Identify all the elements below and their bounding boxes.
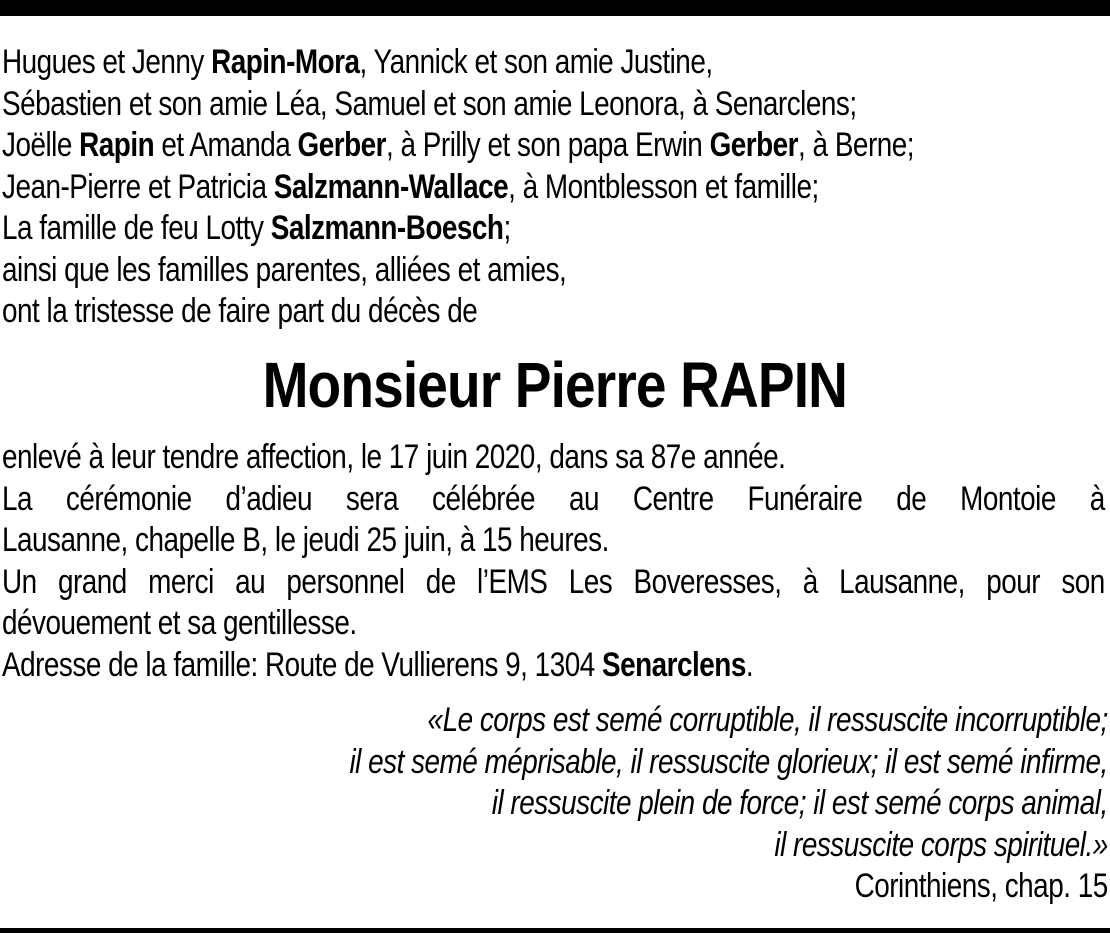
family-name-bold: Salzmann-Boesch [270,209,504,247]
justified-word: Les [568,562,613,601]
deceased-name: Monsieur Pierre RAPIN [262,349,848,421]
justified-word: Montoie [960,479,1056,518]
address-end: . [745,645,754,684]
family-line-3-text: , à Prilly et son papa Erwin [386,126,710,164]
family-line-2: Sébastien et son amie Léa, Samuel et son amie Leonora, à Senarclens; [2,84,857,123]
justified-word: Boveresses, [633,562,782,601]
bible-quote [183,700,1108,908]
quote-line: il ressuscite plein de force; il est semé corps animal, [492,784,1109,822]
family-line-3-text: et Amanda [154,126,298,164]
top-rule [0,0,1110,16]
justified-word: grand [57,562,127,601]
justified-word: à [1089,479,1105,518]
justified-word: Centre [632,479,714,518]
justified-word: au [568,479,599,518]
bottom-rule [0,928,1110,933]
thanks-line [2,562,1105,604]
family-line-1 [2,42,914,84]
family-list [2,42,914,333]
ceremony-line [2,479,1105,521]
family-line-4-rest: , à Montblesson et famille; [508,167,819,206]
family-name-bold: Gerber [297,126,387,164]
justified-word: La [2,479,33,518]
justified-word: d’adieu [225,479,313,518]
family-line-5 [2,208,914,250]
justified-word: Lausanne, [839,562,965,601]
justified-word: merci [148,562,214,601]
notice-details [2,437,1105,686]
quote-line: il ressuscite corps spirituel.» [774,825,1108,864]
address-text: Adresse de la famille: Route de Vullierens 9, 1304 [2,645,602,684]
quote-line: il est semé méprisable, il ressuscite glorieux; il est semé infirme, [349,742,1108,781]
family-line-4 [2,167,914,209]
justified-word: à [802,562,818,601]
justified-word: célébrée [432,479,536,518]
family-line-3-text: Joëlle [2,126,80,164]
family-address [2,645,1105,687]
quote-reference: Corinthiens, chap. 15 [854,867,1108,905]
justified-word: au [235,562,266,601]
address-town-bold: Senarclens [601,645,746,684]
family-name-bold: Salzmann-Wallace [273,167,509,206]
deceased-name-heading [0,349,1110,421]
details-line-1: enlevé à leur tendre affection, le 17 juin 2020, dans sa 87e année. [2,438,786,476]
family-line-3 [2,125,914,167]
quote-line: «Le corps est semé corruptible, il ressuscite incorruptible; [427,701,1108,739]
details-line-5: dévouement et sa gentillesse. [2,604,357,642]
family-line-3-text: , à Berne; [798,126,915,164]
justified-word: son [1061,562,1105,601]
family-line-1-rest: , Yannick et son amie Justine, [359,43,713,81]
justified-word: sera [345,479,399,518]
justified-word: personnel [286,562,405,601]
family-line-7: ont la tristesse de faire part du décès de [2,292,478,330]
family-line-1-text: Hugues et Jenny [2,43,212,81]
family-line-5-rest: ; [503,209,511,247]
justified-word: cérémonie [65,479,192,518]
family-name-bold: Rapin [79,126,155,164]
family-line-4-text: Jean-Pierre et Patricia [2,167,274,206]
family-name-bold: Gerber [709,126,799,164]
family-name-bold: Rapin-Mora [211,43,360,81]
justified-word: Un [2,562,37,601]
justified-word: de [896,479,927,518]
details-line-3: Lausanne, chapelle B, le jeudi 25 juin, à 15 heures. [2,521,609,559]
justified-word: de [425,562,456,601]
justified-word: l’EMS [477,562,548,601]
family-line-6: ainsi que les familles parentes, alliées et amies, [2,250,567,289]
justified-word: Funéraire [747,479,863,518]
family-line-5-text: La famille de feu Lotty [2,209,271,247]
quote-text [350,700,1108,908]
justified-word: pour [986,562,1041,601]
